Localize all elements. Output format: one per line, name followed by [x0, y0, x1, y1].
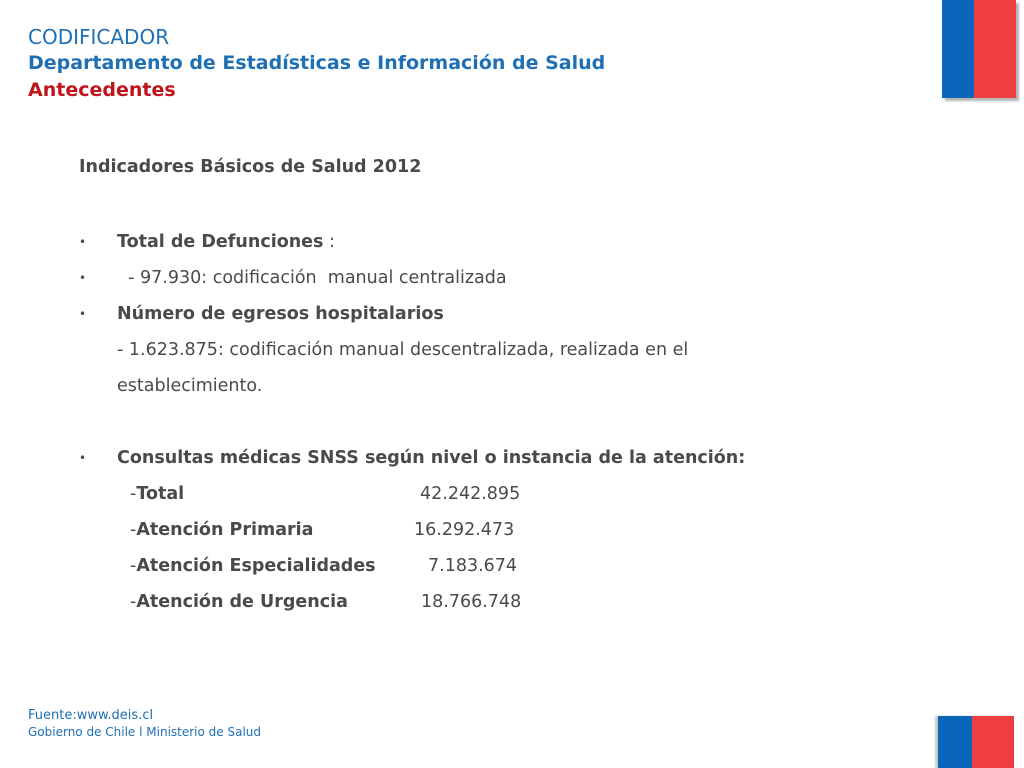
spacer — [79, 182, 899, 224]
flag-red-stripe — [972, 716, 1014, 768]
flag-blue-stripe — [938, 716, 972, 768]
spacer — [79, 404, 899, 440]
slide-content — [79, 152, 899, 620]
content-subtitle: Indicadores Básicos de Salud 2012 — [79, 157, 422, 177]
dash: - — [130, 556, 137, 576]
egresos-detail-line1 — [79, 332, 899, 368]
dash: - — [130, 520, 137, 540]
item-label: Consultas médicas SNSS según nivel o instancia de la atención: — [117, 448, 746, 468]
item-suffix: : — [323, 232, 335, 252]
consulta-label — [130, 584, 348, 620]
bullet-item-egresos — [79, 296, 899, 332]
bullet-item-consultas — [79, 440, 899, 476]
consulta-name: Atención Primaria — [136, 520, 314, 540]
consulta-value: 18.766.748 — [421, 592, 522, 612]
chile-flag-logo-top — [942, 0, 1016, 98]
consulta-value: 7.183.674 — [428, 556, 518, 576]
item-label: Número de egresos hospitalarios — [117, 304, 444, 324]
consulta-label — [130, 476, 184, 512]
flag-red-stripe — [974, 0, 1016, 98]
header-antecedentes: Antecedentes — [28, 79, 176, 101]
bullet-item-defunciones-detail — [79, 260, 899, 296]
detail-text: - 1.623.875: codificación manual descentralizada, realizada en el — [117, 340, 689, 360]
consulta-row-total — [79, 476, 899, 512]
consulta-row-especialidades — [79, 548, 899, 584]
consulta-value: 16.292.473 — [414, 520, 515, 540]
consulta-label — [130, 512, 313, 548]
dash: - — [130, 592, 137, 612]
chile-flag-logo-bottom — [938, 716, 1014, 768]
slide-header — [28, 24, 605, 104]
bullet-item-defunciones — [79, 224, 899, 260]
flag-blue-stripe — [942, 0, 974, 98]
footer-source: Fuente:www.deis.cl — [28, 708, 154, 723]
consulta-name: Atención Especialidades — [136, 556, 376, 576]
consulta-name: Atención de Urgencia — [136, 592, 348, 612]
consulta-row-urgencia — [79, 584, 899, 620]
consulta-value: 42.242.895 — [420, 484, 521, 504]
item-label: Total de Defunciones — [117, 232, 324, 252]
bullet-icon: • — [79, 235, 87, 249]
footer-government: Gobierno de Chile l Ministerio de Salud — [28, 725, 262, 739]
consulta-name: Total — [136, 484, 185, 504]
dash: - — [130, 484, 137, 504]
bullet-icon: • — [79, 451, 87, 465]
detail-text: establecimiento. — [117, 376, 263, 396]
egresos-detail-line2 — [79, 368, 899, 404]
bullet-icon: • — [79, 307, 87, 321]
consulta-label — [130, 548, 376, 584]
consulta-row-primaria — [79, 512, 899, 548]
header-codificador: CODIFICADOR — [28, 25, 170, 49]
bullet-text — [117, 224, 335, 260]
header-department: Departamento de Estadísticas e Información de Salud — [28, 52, 606, 74]
bullet-text: - 97.930: codificación manual centralizada — [117, 268, 507, 288]
bullet-icon: • — [79, 271, 87, 285]
slide-footer — [28, 707, 261, 741]
